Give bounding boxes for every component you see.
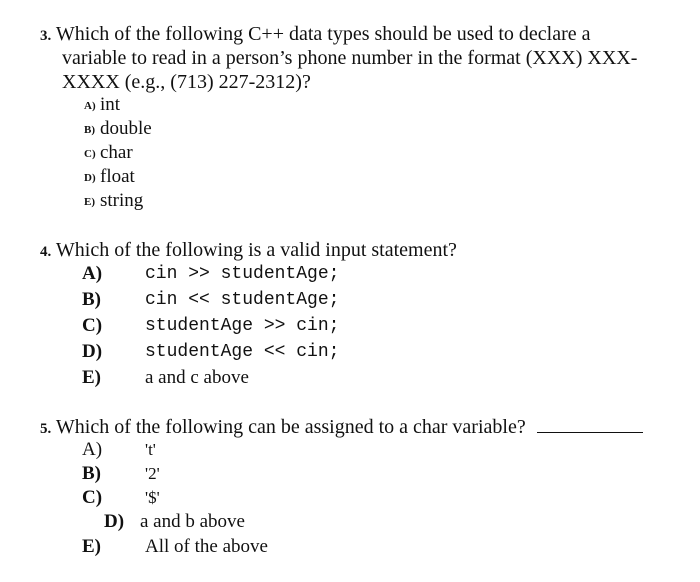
q5-option-d-text: a and b above — [140, 511, 245, 532]
q5-stem-text: Which of the following can be assigned to a char variable? — [55, 416, 526, 438]
q4-number: 4. — [40, 244, 52, 260]
q3-option-b-text: double — [100, 118, 152, 139]
q5-answer-blank[interactable] — [537, 414, 643, 433]
q5-option-b-letter: B) — [82, 463, 101, 484]
q5-option-e-letter: E) — [82, 536, 101, 557]
q3-stem-line3: XXXX (e.g., (713) 227-2312)? — [62, 71, 311, 93]
q4-option-d-code: studentAge << cin; — [145, 342, 340, 362]
q3-stem-text-1: Which of the following C++ data types should be used to declare a — [55, 23, 591, 45]
q5-number: 5. — [40, 421, 52, 437]
q4-option-b-code: cin << studentAge; — [145, 290, 340, 310]
q5-option-e-text: All of the above — [145, 536, 268, 557]
q5-option-d-letter: D) — [104, 511, 125, 532]
q4-option-a-code: cin >> studentAge; — [145, 264, 340, 284]
q3-option-c-text: char — [100, 142, 133, 163]
q5-option-a-text: 't' — [145, 440, 156, 459]
q3-stem-line1 — [40, 22, 591, 48]
q3-option-c-letter: C) — [84, 148, 96, 160]
q5-stem — [40, 414, 643, 441]
q4-stem — [40, 238, 457, 264]
q3-option-d-text: float — [100, 166, 135, 187]
q3-option-a-letter: A) — [84, 100, 96, 112]
q4-option-e-text: a and c above — [145, 367, 249, 388]
q3-option-e-letter: E) — [84, 196, 95, 208]
q4-option-e-letter: E) — [82, 367, 101, 388]
q3-option-b-letter: B) — [84, 124, 95, 136]
q3-option-d-letter: D) — [84, 172, 96, 184]
q5-option-c-text: '$' — [145, 488, 160, 507]
q3-option-a-text: int — [100, 94, 121, 115]
q5-option-b-text: '2' — [145, 464, 160, 483]
q3-stem-line2: variable to read in a person’s phone number in the format (XXX) XXX- — [62, 47, 638, 69]
q4-option-c-code: studentAge >> cin; — [145, 316, 340, 336]
q4-option-d-letter: D) — [82, 341, 103, 362]
q3-option-e-text: string — [100, 190, 144, 211]
q4-option-b-letter: B) — [82, 289, 101, 310]
q5-option-a-letter: A) — [82, 439, 103, 460]
q3-number: 3. — [40, 28, 52, 44]
q4-stem-text: Which of the following is a valid input statement? — [55, 239, 457, 261]
q4-option-c-letter: C) — [82, 315, 103, 336]
q4-option-a-letter: A) — [82, 263, 103, 284]
q5-option-c-letter: C) — [82, 487, 103, 508]
